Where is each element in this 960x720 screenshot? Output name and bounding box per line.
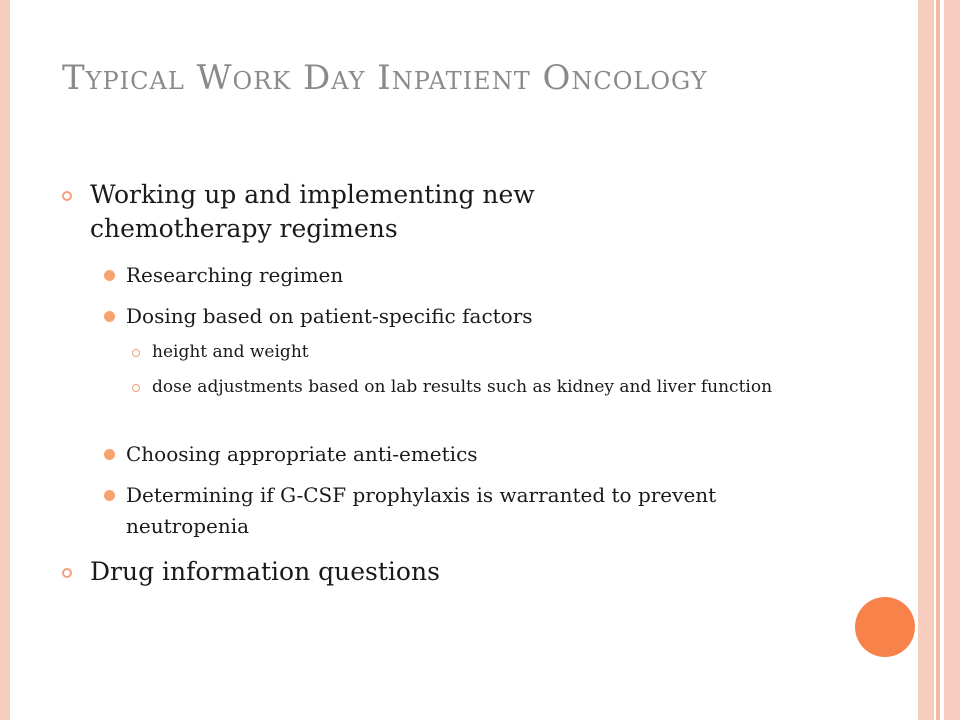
bullet-level2: Determining if G-CSF prophylaxis is warranted to prevent neutropenia [126, 483, 717, 538]
bullet-ring-small-icon [132, 349, 140, 357]
bullet-level2: Researching regimen [126, 263, 344, 287]
bullet-ring-icon [62, 191, 72, 201]
bullet-dot-icon [104, 270, 115, 281]
bullet-level2: Choosing appropriate anti-emetics [126, 442, 478, 466]
bullet-level2: Dosing based on patient-specific factors [126, 304, 533, 328]
bullet-ring-icon [62, 568, 72, 578]
bullet-ring-small-icon [132, 384, 140, 392]
right-border-stripe [918, 0, 934, 720]
bullet-dot-icon [104, 449, 115, 460]
bullet-dot-icon [104, 311, 115, 322]
bullet-level1: Working up and implementing new chemotherapy regimens [90, 180, 535, 243]
bullet-level1: Drug information questions [90, 557, 440, 586]
bullet-level3: dose adjustments based on lab results such as kidney and liver function [152, 377, 773, 397]
right-border-stripe-outer [944, 0, 960, 720]
bullet-level3: height and weight [152, 342, 309, 362]
decorative-orange-circle [855, 597, 915, 657]
left-border-stripe [0, 0, 10, 720]
bullet-dot-icon [104, 490, 115, 501]
right-border-line [936, 0, 940, 720]
slide-title: Typical Work Day Inpatient Oncology [62, 58, 708, 98]
